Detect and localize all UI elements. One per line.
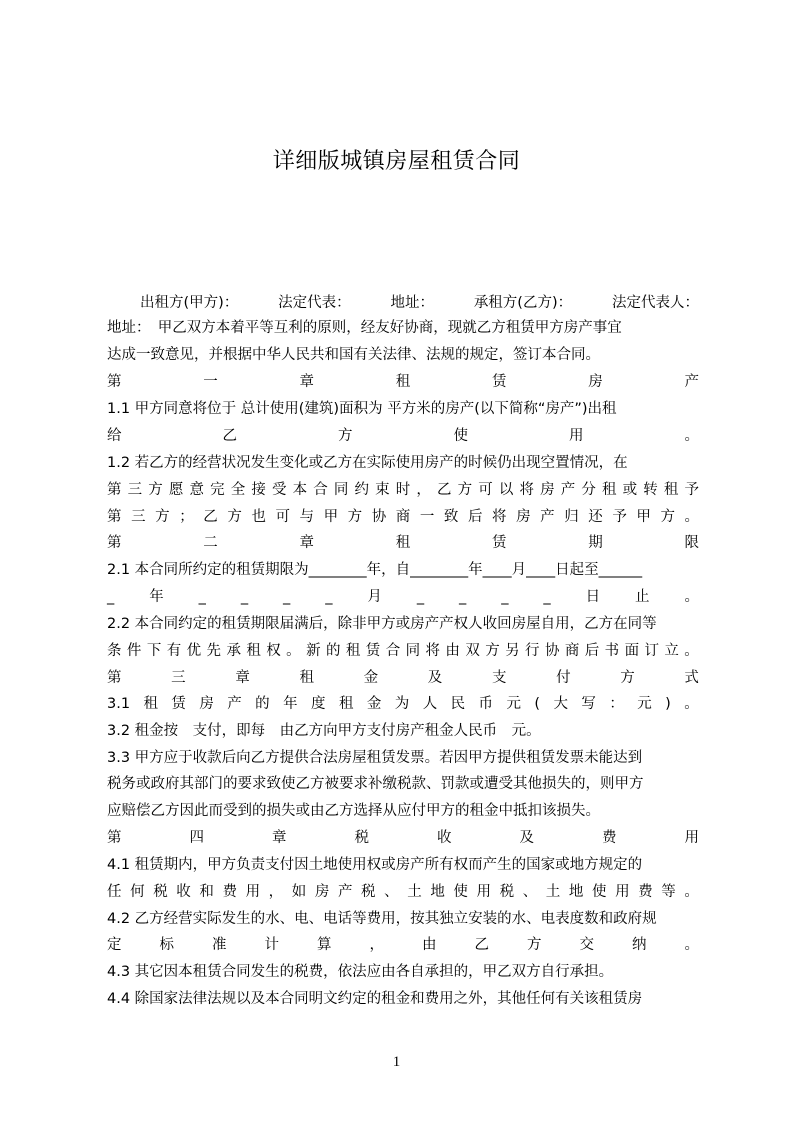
line-char: 协 bbox=[544, 643, 560, 659]
line-char: 房 bbox=[588, 374, 603, 390]
line-char: ： bbox=[609, 696, 624, 712]
contract-line bbox=[107, 533, 699, 553]
line-char: 条 bbox=[107, 643, 122, 659]
line-char: 三 bbox=[127, 482, 143, 498]
line-char: 的 bbox=[255, 696, 270, 712]
line-char: 接 bbox=[251, 482, 266, 498]
line-char: 方 bbox=[485, 643, 500, 659]
line-char: ) bbox=[665, 696, 671, 712]
line-char: 后 bbox=[467, 509, 483, 525]
line-char: 准 bbox=[212, 937, 227, 953]
contract-line: 地址： 甲乙双方本着平等互利的原则，经友好协商，现就乙方租赁甲方房产事宜 bbox=[107, 320, 622, 336]
line-char: 3.1 bbox=[107, 696, 131, 712]
line-char: 税 bbox=[361, 884, 376, 900]
line-char: 双 bbox=[465, 643, 480, 659]
line-char: _ bbox=[240, 589, 249, 605]
line-char: 支 bbox=[491, 670, 507, 686]
line-char: 第 bbox=[107, 374, 122, 390]
contract-line bbox=[107, 935, 699, 955]
line-char: 收 bbox=[176, 884, 191, 900]
line-char: ； bbox=[179, 509, 194, 525]
line-char: 新 bbox=[306, 643, 321, 659]
line-char: 可 bbox=[478, 482, 493, 498]
line-char: 承 bbox=[226, 643, 241, 659]
line-char: 赁 bbox=[492, 535, 507, 551]
line-char: 给 bbox=[107, 428, 122, 444]
line-char: 归 bbox=[564, 509, 579, 525]
line-char: 还 bbox=[588, 509, 603, 525]
line-char: 人 bbox=[422, 696, 438, 712]
line-char: 另 bbox=[505, 643, 520, 659]
line-char: 乙 bbox=[437, 482, 452, 498]
line-char: 。 bbox=[684, 589, 699, 605]
line-char: 地 bbox=[430, 884, 445, 900]
line-char: 甲 bbox=[636, 509, 651, 525]
line-char: 用 bbox=[615, 884, 630, 900]
line-char: 章 bbox=[272, 830, 287, 846]
contract-line bbox=[107, 587, 699, 607]
line-char: 税 bbox=[499, 884, 515, 900]
document-title: 详细版城镇房屋租赁合同 bbox=[272, 149, 521, 174]
line-char: 分 bbox=[581, 482, 596, 498]
line-char: 章 bbox=[299, 535, 314, 551]
line-char: 标 bbox=[159, 937, 174, 953]
line-char: 元 bbox=[637, 696, 652, 712]
line-char: 意 bbox=[189, 482, 204, 498]
line-char: ， bbox=[268, 884, 284, 900]
line-char: 也 bbox=[251, 509, 266, 525]
contract-line: 1.2 若乙方的经营状况发生变化或乙方在实际使用房产的时候仍出现空置情况，在 bbox=[107, 455, 628, 471]
line-char: 可 bbox=[275, 509, 290, 525]
line-char: 同 bbox=[405, 643, 421, 659]
line-char: 租 bbox=[602, 482, 617, 498]
line-char: 租 bbox=[345, 643, 361, 659]
line-char: _ bbox=[198, 589, 206, 605]
line-char: 时 bbox=[395, 482, 411, 498]
line-char: 第 bbox=[107, 670, 122, 686]
line-char: 。 bbox=[684, 428, 699, 444]
contract-line: 4.2 乙方经营实际发生的水、电、电话等费用，按其独立安装的水、电表度数和政府规 bbox=[107, 911, 657, 927]
contract-line bbox=[107, 507, 699, 527]
line-char: 一 bbox=[203, 374, 218, 390]
party-label: 承租方(乙方)： bbox=[473, 295, 573, 311]
line-char: 使 bbox=[453, 884, 468, 900]
line-char: 费 bbox=[638, 884, 653, 900]
line-char: 合 bbox=[313, 482, 328, 498]
line-char: 行 bbox=[525, 643, 540, 659]
line-char: 房 bbox=[516, 509, 531, 525]
line-char: _ bbox=[107, 589, 115, 605]
line-char: 币 bbox=[478, 696, 494, 712]
line-char: 年 bbox=[149, 589, 164, 605]
line-char: 房 bbox=[540, 482, 555, 498]
line-char: 将 bbox=[519, 482, 534, 498]
line-char: 和 bbox=[199, 884, 214, 900]
contract-line bbox=[107, 641, 699, 661]
line-char: 商 bbox=[564, 643, 580, 659]
line-char: 产 bbox=[560, 482, 576, 498]
line-char: 束 bbox=[375, 482, 390, 498]
line-char: ， bbox=[369, 937, 384, 953]
line-char: 日 bbox=[585, 589, 601, 605]
line-char: 合 bbox=[385, 643, 401, 659]
line-char: 完 bbox=[210, 482, 225, 498]
line-char: 三 bbox=[131, 509, 146, 525]
line-char: 费 bbox=[602, 830, 617, 846]
line-char: 收 bbox=[437, 830, 452, 846]
line-char: 用 bbox=[476, 884, 491, 900]
line-char: 度 bbox=[311, 696, 326, 712]
line-char: 计 bbox=[264, 937, 279, 953]
line-char: 何 bbox=[130, 884, 145, 900]
line-char: 或 bbox=[622, 482, 638, 498]
line-char: 。 bbox=[684, 937, 699, 953]
line-char: 一 bbox=[419, 509, 435, 525]
line-char: 优 bbox=[186, 643, 202, 659]
line-char: 后 bbox=[584, 643, 600, 659]
line-char: 及 bbox=[427, 670, 443, 686]
line-char: 大 bbox=[553, 696, 568, 712]
party-label: 地址： bbox=[390, 295, 434, 311]
line-char: 方 bbox=[148, 482, 163, 498]
line-char: 全 bbox=[230, 482, 246, 498]
line-char: ， bbox=[416, 482, 431, 498]
party-info-line bbox=[140, 291, 699, 312]
line-char: 付 bbox=[556, 670, 571, 686]
contract-line: 2.2 本合同约定的租赁期限届满后，除非甲方或房产产权人收回房屋自用，乙方在同等 bbox=[107, 616, 657, 632]
line-char: 写 bbox=[581, 696, 596, 712]
contract-line: 1.1 甲方同意将位于 总计使用(建筑)面积为 平方米的房产(以下简称“房产”)出租 bbox=[107, 401, 617, 417]
line-char: _ bbox=[543, 589, 551, 605]
contract-line: 4.3 其它因本租赁合同发生的税费，依法应由各自承担的，甲乙双方自行承担。 bbox=[107, 964, 614, 980]
contract-line: 3.3 甲方应于收款后向乙方提供合法房屋租赁发票。若因甲方提供租赁发票未能达到 bbox=[107, 750, 643, 766]
line-char: ( bbox=[534, 696, 541, 712]
line-char: 租 bbox=[663, 482, 679, 498]
line-char: 式 bbox=[684, 670, 699, 686]
line-char: 纳 bbox=[632, 937, 647, 953]
line-char: 约 bbox=[354, 482, 369, 498]
line-char: 协 bbox=[371, 509, 387, 525]
contract-line: 4.1 租赁期内，甲方负责支付因土地使用权或房产所有权而产生的国家或地方规定的 bbox=[107, 857, 643, 873]
line-char: 方 bbox=[620, 670, 635, 686]
line-char: 将 bbox=[425, 643, 440, 659]
line-char: 方 bbox=[338, 428, 353, 444]
line-char: 予 bbox=[612, 509, 627, 525]
line-char: 税 bbox=[354, 830, 369, 846]
line-char: 甲 bbox=[323, 509, 339, 525]
line-char: 乙 bbox=[222, 428, 237, 444]
line-char: 乙 bbox=[474, 937, 489, 953]
contract-line bbox=[107, 828, 699, 848]
line-char: 的 bbox=[325, 643, 341, 659]
line-char: 与 bbox=[299, 509, 314, 525]
contract-line: 应赔偿乙方因此而受到的损失或由乙方选择从应付甲方的租金中抵扣该损失。 bbox=[107, 803, 600, 819]
line-char: 租 bbox=[246, 643, 261, 659]
line-char: 乙 bbox=[203, 509, 218, 525]
line-char: _ bbox=[501, 589, 509, 605]
line-char: 同 bbox=[333, 482, 349, 498]
line-char: 产 bbox=[227, 696, 242, 712]
contract-line bbox=[107, 668, 699, 688]
line-char: _ bbox=[283, 589, 291, 605]
line-char: 。 bbox=[684, 696, 699, 712]
line-char: 转 bbox=[643, 482, 658, 498]
line-char: 面 bbox=[624, 643, 640, 659]
page-number: 1 bbox=[392, 1054, 401, 1070]
party-label: 法定代表： bbox=[278, 295, 351, 311]
line-char: 房 bbox=[314, 884, 330, 900]
line-char: 二 bbox=[203, 535, 218, 551]
contract-line bbox=[107, 372, 699, 392]
line-char: _ bbox=[325, 589, 333, 605]
line-char: 地 bbox=[568, 884, 584, 900]
line-char: 由 bbox=[422, 937, 437, 953]
line-char: 订 bbox=[644, 643, 659, 659]
line-char: 用 bbox=[245, 884, 261, 900]
line-char: 商 bbox=[395, 509, 411, 525]
line-char: 由 bbox=[445, 643, 460, 659]
line-char: 第 bbox=[107, 509, 122, 525]
line-char: 权 bbox=[266, 643, 281, 659]
line-char: 以 bbox=[498, 482, 514, 498]
line-char: 费 bbox=[222, 884, 237, 900]
line-char: 。 bbox=[684, 884, 699, 900]
party-label: 出租方(甲方)： bbox=[140, 295, 239, 311]
contract-line bbox=[107, 480, 699, 500]
line-char: 土 bbox=[545, 884, 561, 900]
line-char: 有 bbox=[166, 643, 182, 659]
line-char: 、 bbox=[384, 884, 399, 900]
line-char: 立 bbox=[664, 643, 679, 659]
line-char: 产 bbox=[684, 374, 699, 390]
contract-line: 3.2 租金按 支付，即每 由乙方向甲方支付房产租金人民币 元。 bbox=[107, 723, 541, 739]
line-char: 产 bbox=[540, 509, 555, 525]
line-char: 。 bbox=[286, 643, 301, 659]
line-char: 、 bbox=[522, 884, 538, 900]
line-char: 第 bbox=[107, 830, 122, 846]
line-char: 土 bbox=[407, 884, 422, 900]
line-char: 章 bbox=[235, 670, 250, 686]
line-char: 为 bbox=[394, 696, 410, 712]
contract-line: 达成一致意见，并根据中华人民共和国有关法律、法规的规定，签订本合同。 bbox=[107, 347, 600, 363]
line-char: 赁 bbox=[171, 696, 186, 712]
line-char: 租 bbox=[395, 535, 411, 551]
line-char: 金 bbox=[363, 670, 379, 686]
line-char: 方 bbox=[457, 482, 473, 498]
line-char: 方 bbox=[660, 509, 675, 525]
line-char: 三 bbox=[171, 670, 186, 686]
line-char: 租 bbox=[395, 374, 411, 390]
line-char: 房 bbox=[199, 696, 214, 712]
line-char: 金 bbox=[366, 696, 382, 712]
line-char: 交 bbox=[579, 937, 594, 953]
line-char: 赁 bbox=[492, 374, 507, 390]
line-char: 期 bbox=[588, 535, 603, 551]
line-char: 限 bbox=[684, 535, 699, 551]
line-char: 如 bbox=[291, 884, 307, 900]
line-char: 民 bbox=[450, 696, 466, 712]
line-char: 本 bbox=[292, 482, 308, 498]
line-char: 第 bbox=[107, 482, 122, 498]
contract-line bbox=[107, 694, 699, 714]
contract-line: 4.4 除国家法律法规以及本合同明文约定的租金和费用之外，其他任何有关该租赁房 bbox=[107, 991, 643, 1007]
line-char: 用 bbox=[569, 428, 584, 444]
contract-line bbox=[107, 882, 699, 902]
line-char: 产 bbox=[337, 884, 353, 900]
line-char: 方 bbox=[155, 509, 170, 525]
line-char: 定 bbox=[107, 937, 122, 953]
line-char: 四 bbox=[189, 830, 204, 846]
line-char: 章 bbox=[299, 374, 314, 390]
line-char: 税 bbox=[153, 884, 168, 900]
line-char: 租 bbox=[338, 696, 354, 712]
line-char: 方 bbox=[227, 509, 242, 525]
line-char: 及 bbox=[519, 830, 534, 846]
line-char: 将 bbox=[492, 509, 507, 525]
line-char: 月 bbox=[367, 589, 382, 605]
line-char: 用 bbox=[684, 830, 699, 846]
line-char: 受 bbox=[272, 482, 287, 498]
line-char: 任 bbox=[107, 884, 122, 900]
line-char: 年 bbox=[283, 696, 298, 712]
line-char: _ bbox=[416, 589, 425, 605]
line-char: 方 bbox=[347, 509, 363, 525]
line-char: _ bbox=[459, 589, 467, 605]
line-char: 第 bbox=[107, 535, 122, 551]
line-char: 予 bbox=[684, 482, 699, 498]
line-char: 等 bbox=[661, 884, 676, 900]
line-char: 使 bbox=[591, 884, 607, 900]
line-char: 先 bbox=[206, 643, 222, 659]
line-char: 致 bbox=[443, 509, 459, 525]
line-char: 赁 bbox=[365, 643, 381, 659]
line-char: 租 bbox=[143, 696, 158, 712]
line-char: 租 bbox=[299, 670, 314, 686]
contract-line bbox=[107, 426, 699, 446]
line-char: 元 bbox=[506, 696, 521, 712]
contract-line: 税务或政府其部门的要求致使乙方被要求补缴税款、罚款或遭受其他损失的，则甲方 bbox=[107, 776, 644, 792]
line-char: 书 bbox=[604, 643, 620, 659]
line-char: 下 bbox=[146, 643, 162, 659]
line-char: 愿 bbox=[168, 482, 184, 498]
contract-line: 2.1 本合同所约定的租赁期限为________年，自________年____月____日起至______ bbox=[107, 562, 643, 578]
line-char: 。 bbox=[684, 643, 699, 659]
party-label: 法定代表人： bbox=[611, 295, 699, 311]
line-char: 件 bbox=[126, 643, 142, 659]
line-char: 算 bbox=[317, 937, 332, 953]
line-char: 。 bbox=[684, 509, 699, 525]
line-char: 使 bbox=[453, 428, 468, 444]
line-char: 止 bbox=[635, 589, 650, 605]
line-char: 方 bbox=[527, 937, 542, 953]
